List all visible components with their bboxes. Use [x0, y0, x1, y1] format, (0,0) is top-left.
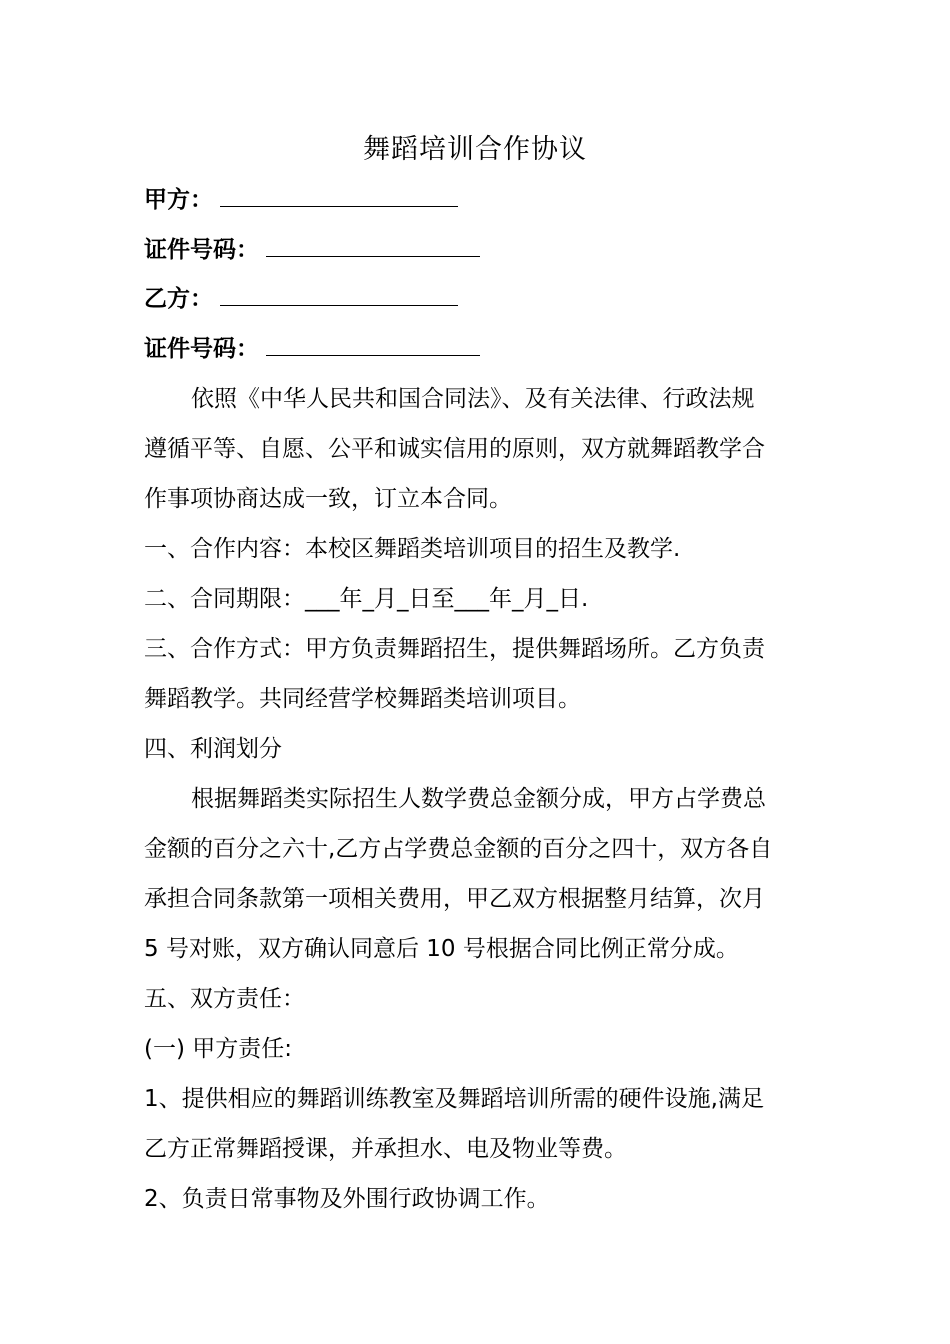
- clause-3-line-2: 舞蹈教学。共同经营学校舞蹈类培训项目。: [144, 686, 581, 712]
- clause-5-title: 五、双方责任：: [144, 986, 305, 1012]
- sub-1-title: (一) 甲方责任:: [144, 1036, 293, 1062]
- party-a-label: 甲方：: [144, 187, 213, 213]
- document-title: 舞蹈培训合作协议: [363, 134, 587, 165]
- clause-3-line-1: 三、合作方式：甲方负责舞蹈招生，提供舞蹈场所。乙方负责: [144, 636, 765, 662]
- clause-4-line-4: 5 号对账，双方确认同意后 10 号根据合同比例正常分成。: [144, 936, 739, 962]
- intro-line-2: 遵循平等、自愿、公平和诚实信用的原则，双方就舞蹈教学合: [144, 436, 765, 462]
- party-b-row: [144, 281, 814, 317]
- party-b-id-label: 证件号码：: [144, 336, 259, 362]
- item-2: 2、负责日常事物及外围行政协调工作。: [144, 1186, 550, 1212]
- party-a-id-row: [144, 232, 814, 268]
- party-a-row: [144, 182, 814, 218]
- party-b-blank: [220, 283, 458, 306]
- clause-4-line-2: 金额的百分之六十,乙方占学费总金额的百分之四十，双方各自: [144, 836, 773, 862]
- intro-line-1: 依照《中华人民共和国合同法》、及有关法律、行政法规: [191, 386, 755, 412]
- party-a-id-blank: [266, 234, 480, 257]
- item-1-line-1: 1、提供相应的舞蹈训练教室及舞蹈培训所需的硬件设施,满足: [144, 1086, 764, 1112]
- clause-4-line-3: 承担合同条款第一项相关费用，甲乙双方根据整月结算，次月: [144, 886, 765, 912]
- clause-1: 一、合作内容：本校区舞蹈类培训项目的招生及教学.: [144, 536, 681, 562]
- party-b-id-row: [144, 331, 814, 367]
- party-a-id-label: 证件号码：: [144, 237, 259, 263]
- party-a-blank: [220, 184, 458, 207]
- item-1-line-2: 乙方正常舞蹈授课，并承担水、电及物业等费。: [144, 1136, 627, 1162]
- party-b-label: 乙方：: [144, 286, 213, 312]
- clause-4-line-1: 根据舞蹈类实际招生人数学费总金额分成，甲方占学费总: [191, 786, 766, 812]
- clause-2: 二、合同期限：___年_月_日至___年_月_日.: [144, 586, 589, 612]
- clause-4-title: 四、利润划分: [144, 736, 282, 762]
- intro-line-3: 作事项协商达成一致，订立本合同。: [144, 486, 512, 512]
- party-b-id-blank: [266, 333, 480, 356]
